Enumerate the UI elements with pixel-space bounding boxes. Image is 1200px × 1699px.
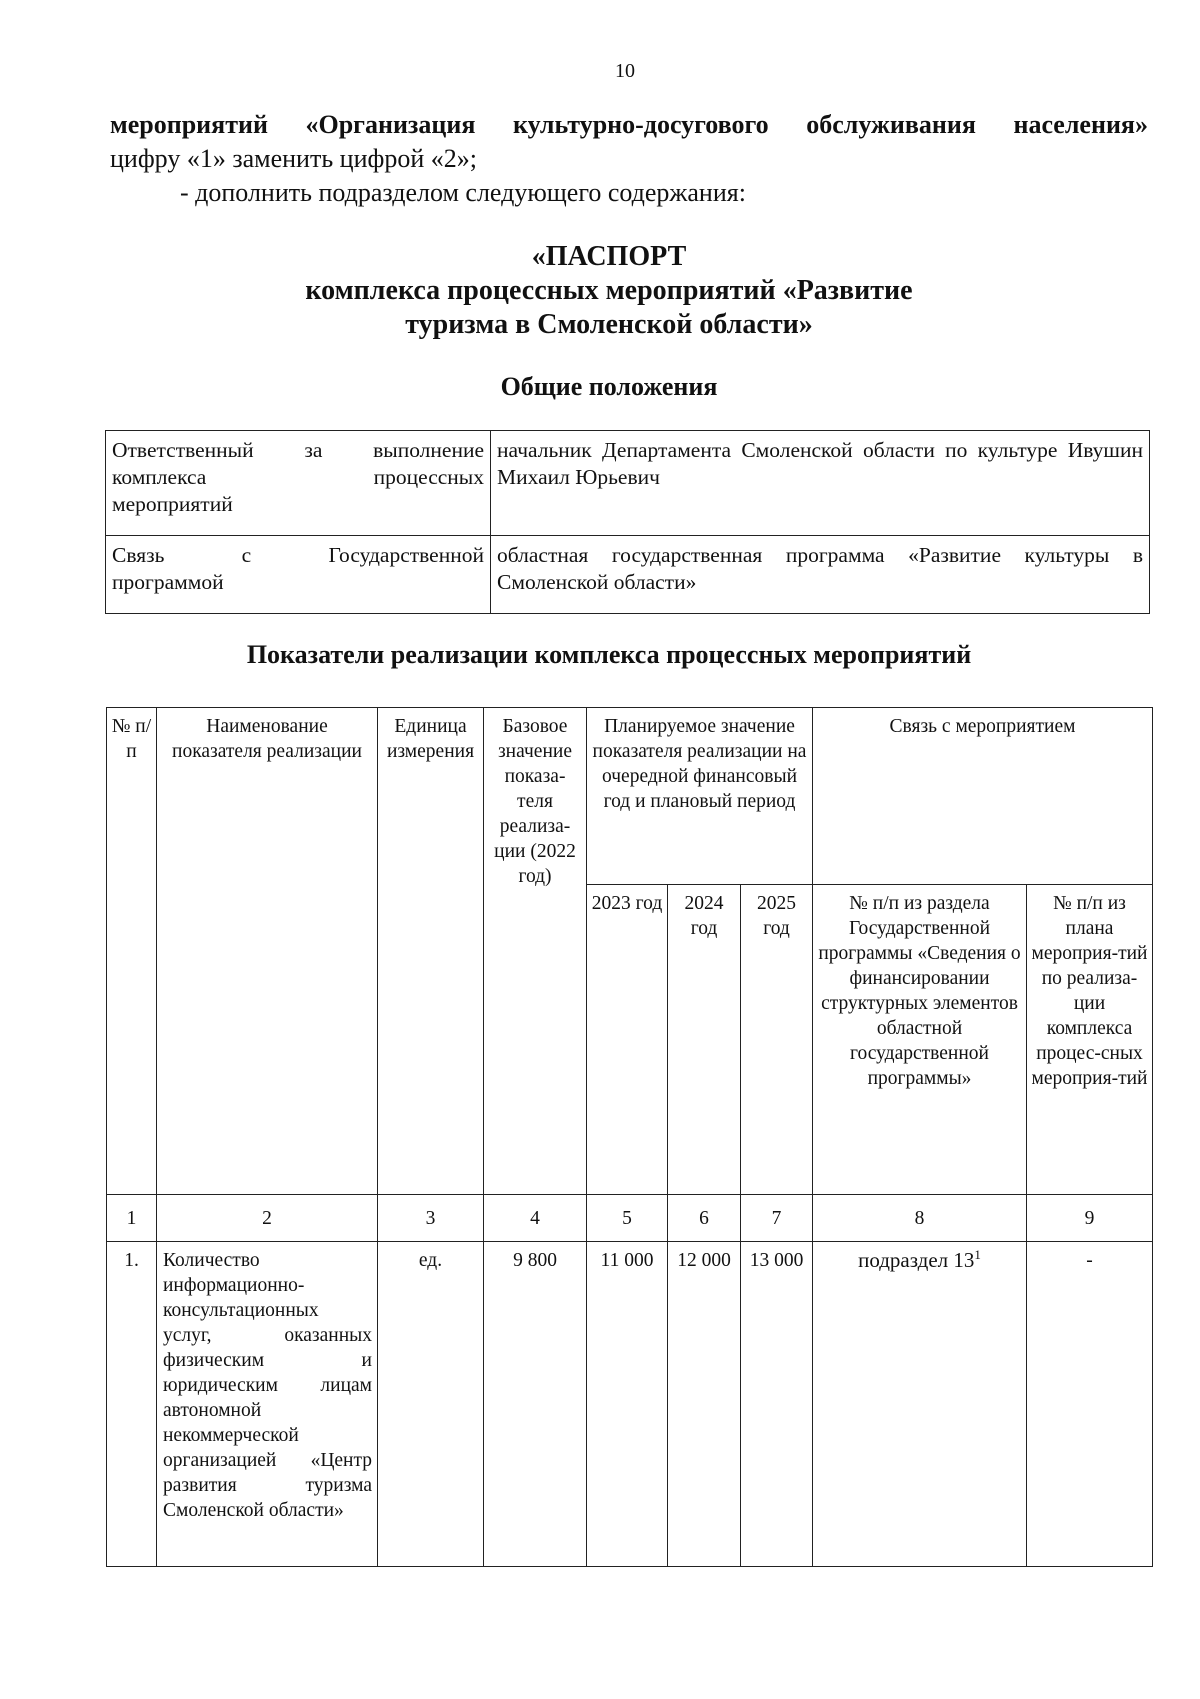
row-base-value: 9 800: [484, 1242, 587, 1567]
header-year-2023: 2023 год: [587, 885, 668, 1195]
passport-title-line-2: комплекса процессных мероприятий «Развитие: [305, 275, 913, 306]
column-number: 5: [587, 1195, 668, 1242]
column-number: 6: [668, 1195, 741, 1242]
column-number-row: [107, 1195, 1153, 1242]
column-number: 3: [378, 1195, 484, 1242]
column-number: 8: [813, 1195, 1027, 1242]
header-planned: Планируемое значение показателя реализации на очередной финансовый год и плановый период: [587, 708, 813, 885]
intro-line-3: - дополнить подразделом следующего содержания:: [180, 178, 746, 207]
column-number: 4: [484, 1195, 587, 1242]
header-unit: Единица измерения: [378, 708, 484, 1195]
column-number: 1: [107, 1195, 157, 1242]
row-link-section: [813, 1242, 1027, 1567]
row-indicator-name: Количество информационно-консультационных услуг, оказанных физическим и юридическим лицам автономной некоммерческой организацией «Центр развития туризма Смоленской области»: [157, 1242, 378, 1567]
general-label-link-text: Связь с Государственной: [112, 543, 484, 567]
page-number: 10: [615, 60, 635, 82]
header-year-2024: 2024 год: [668, 885, 741, 1195]
row-value-2025: 13 000: [741, 1242, 813, 1567]
row-link-section-text: подраздел 13: [858, 1248, 975, 1272]
table-header-row: [107, 708, 1153, 885]
row-link-section-footnote: 1: [974, 1247, 981, 1262]
general-value-responsible: начальник Департамента Смоленской области по культуре Ивушин Михаил Юрьевич: [491, 431, 1150, 536]
passport-title-line-3: туризма в Смоленской области»: [405, 309, 813, 340]
column-number: 7: [741, 1195, 813, 1242]
general-label-link-tail: программой: [112, 570, 224, 594]
passport-title: [0, 240, 1200, 342]
general-heading: Общие положения: [500, 372, 718, 401]
general-label-link: [106, 536, 491, 614]
general-label-responsible-text: Ответственный за выполнение комплекса процессных: [112, 438, 484, 489]
general-label-responsible-tail: мероприятий: [112, 492, 233, 516]
header-link: Связь с мероприятием: [813, 708, 1153, 885]
row-value-2024: 12 000: [668, 1242, 741, 1567]
header-base: Базовое значение показа-теля реализа-ции (2022 год): [484, 708, 587, 1195]
column-number: 2: [157, 1195, 378, 1242]
table-row: [107, 1242, 1153, 1567]
header-num: № п/п: [107, 708, 157, 1195]
indicators-table: [106, 707, 1153, 1567]
row-link-plan: -: [1027, 1242, 1153, 1567]
general-label-responsible: [106, 431, 491, 536]
header-link-plan: № п/п из плана мероприя-тий по реализа-ции комплекса процес-сных мероприя-тий: [1027, 885, 1153, 1195]
header-year-2025: 2025 год: [741, 885, 813, 1195]
column-number: 9: [1027, 1195, 1153, 1242]
table-row: [106, 431, 1150, 536]
intro-text: [110, 108, 1148, 210]
table-row: [106, 536, 1150, 614]
row-value-2023: 11 000: [587, 1242, 668, 1567]
row-num: 1.: [107, 1242, 157, 1567]
general-value-link: областная государственная программа «Развитие культуры в Смоленской области»: [491, 536, 1150, 614]
header-link-section: № п/п из раздела Государственной программы «Сведения о финансировании структурных элементов областной государственной программы»: [813, 885, 1027, 1195]
indicators-heading: Показатели реализации комплекса процессных мероприятий: [246, 640, 972, 669]
row-unit: ед.: [378, 1242, 484, 1567]
intro-line-2: цифру «1» заменить цифрой «2»;: [110, 144, 477, 173]
passport-title-line-1: «ПАСПОРТ: [531, 241, 687, 272]
header-name: Наименование показателя реализации: [157, 708, 378, 1195]
intro-line-1: мероприятий «Организация культурно-досугового обслуживания населения»: [110, 110, 1148, 139]
general-table: [105, 430, 1150, 614]
